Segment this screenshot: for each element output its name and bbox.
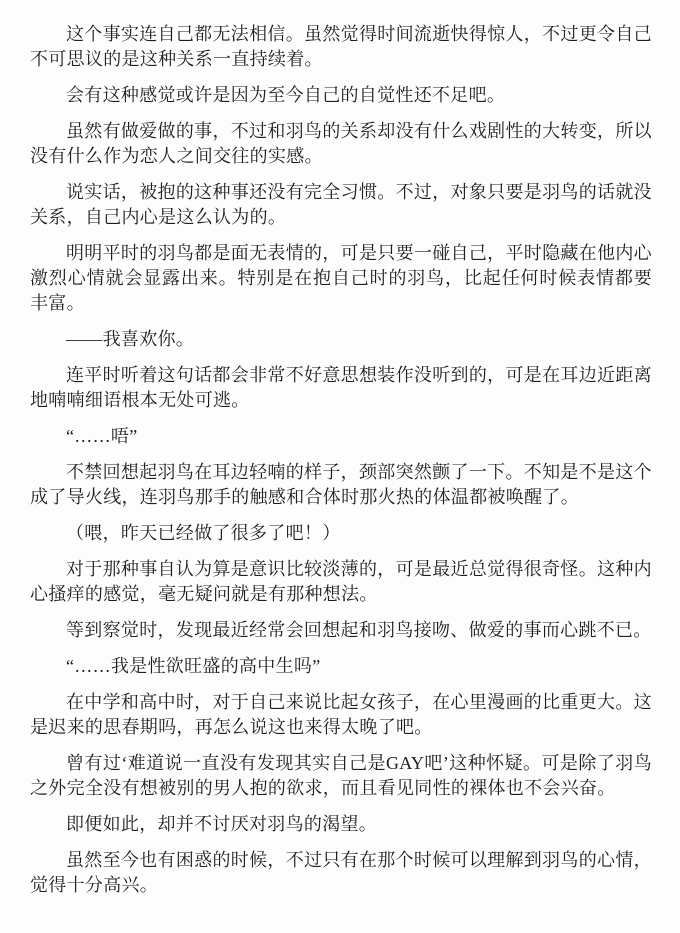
paragraph: 不禁回想起羽鸟在耳边轻喃的样子，颈部突然颤了一下。不知是不是这个成了导火线，连羽鸟那手的触感和合体时那火热的体温都被唤醒了。 [30, 462, 652, 507]
paragraph-dialogue: “……唔” [66, 426, 138, 446]
paragraph: 等到察觉时，发现最近经常会回想起和羽鸟接吻、做爱的事而心跳不已。 [66, 620, 652, 640]
paragraph: 明明平时的羽鸟都是面无表情的，可是只要一碰自己，平时隐藏在他内心激烈心情就会显露出来。特别是在抱自己时的羽鸟，比起任何时候表情都要丰富。 [30, 243, 652, 313]
paragraph: 对于那种事自认为算是意识比较淡薄的，可是最近总觉得很奇怪。这种内心搔痒的感觉，毫无疑问就是有那种想法。 [30, 559, 652, 604]
paragraph: 在中学和高中时，对于自己来说比起女孩子，在心里漫画的比重更大。这是迟来的思春期吗，再怎么说这也来得太晚了吧。 [30, 692, 652, 737]
paragraph: 虽然有做爱做的事，不过和羽鸟的关系却没有什么戏剧性的大转变，所以没有什么作为恋人之间交往的实感。 [30, 121, 652, 166]
paragraph: 虽然至今也有困惑的时候，不过只有在那个时候可以理解到羽鸟的心情，觉得十分高兴。 [30, 850, 652, 895]
paragraph: 说实话，被抱的这种事还没有完全习惯。不过，对象只要是羽鸟的话就没关系，自己内心是这么认为的。 [30, 182, 652, 227]
paragraph-dialogue: （喂，昨天已经做了很多了吧！） [66, 523, 341, 543]
paragraph: 曾有过‘难道说一直没有发现其实自己是GAY吧’这种怀疑。可是除了羽鸟之外完全没有想被别的男人抱的欲求，而且看见同性的裸体也不会兴奋。 [30, 753, 652, 798]
paragraph-dialogue: “……我是性欲旺盛的高中生吗” [66, 656, 321, 676]
paragraph-dialogue: ——我喜欢你。 [66, 329, 195, 349]
paragraph: 会有这种感觉或许是因为至今自己的自觉性还不足吧。 [66, 85, 506, 105]
paragraph: 这个事实连自己都无法相信。虽然觉得时间流逝快得惊人，不过更令自己不可思议的是这种关系一直持续着。 [30, 24, 652, 69]
paragraph: 即便如此，却并不讨厌对羽鸟的渴望。 [66, 814, 378, 834]
paragraph: 连平时听着这句话都会非常不好意思想装作没听到的，可是在耳边近距离地喃喃细语根本无处可逃。 [30, 365, 652, 410]
